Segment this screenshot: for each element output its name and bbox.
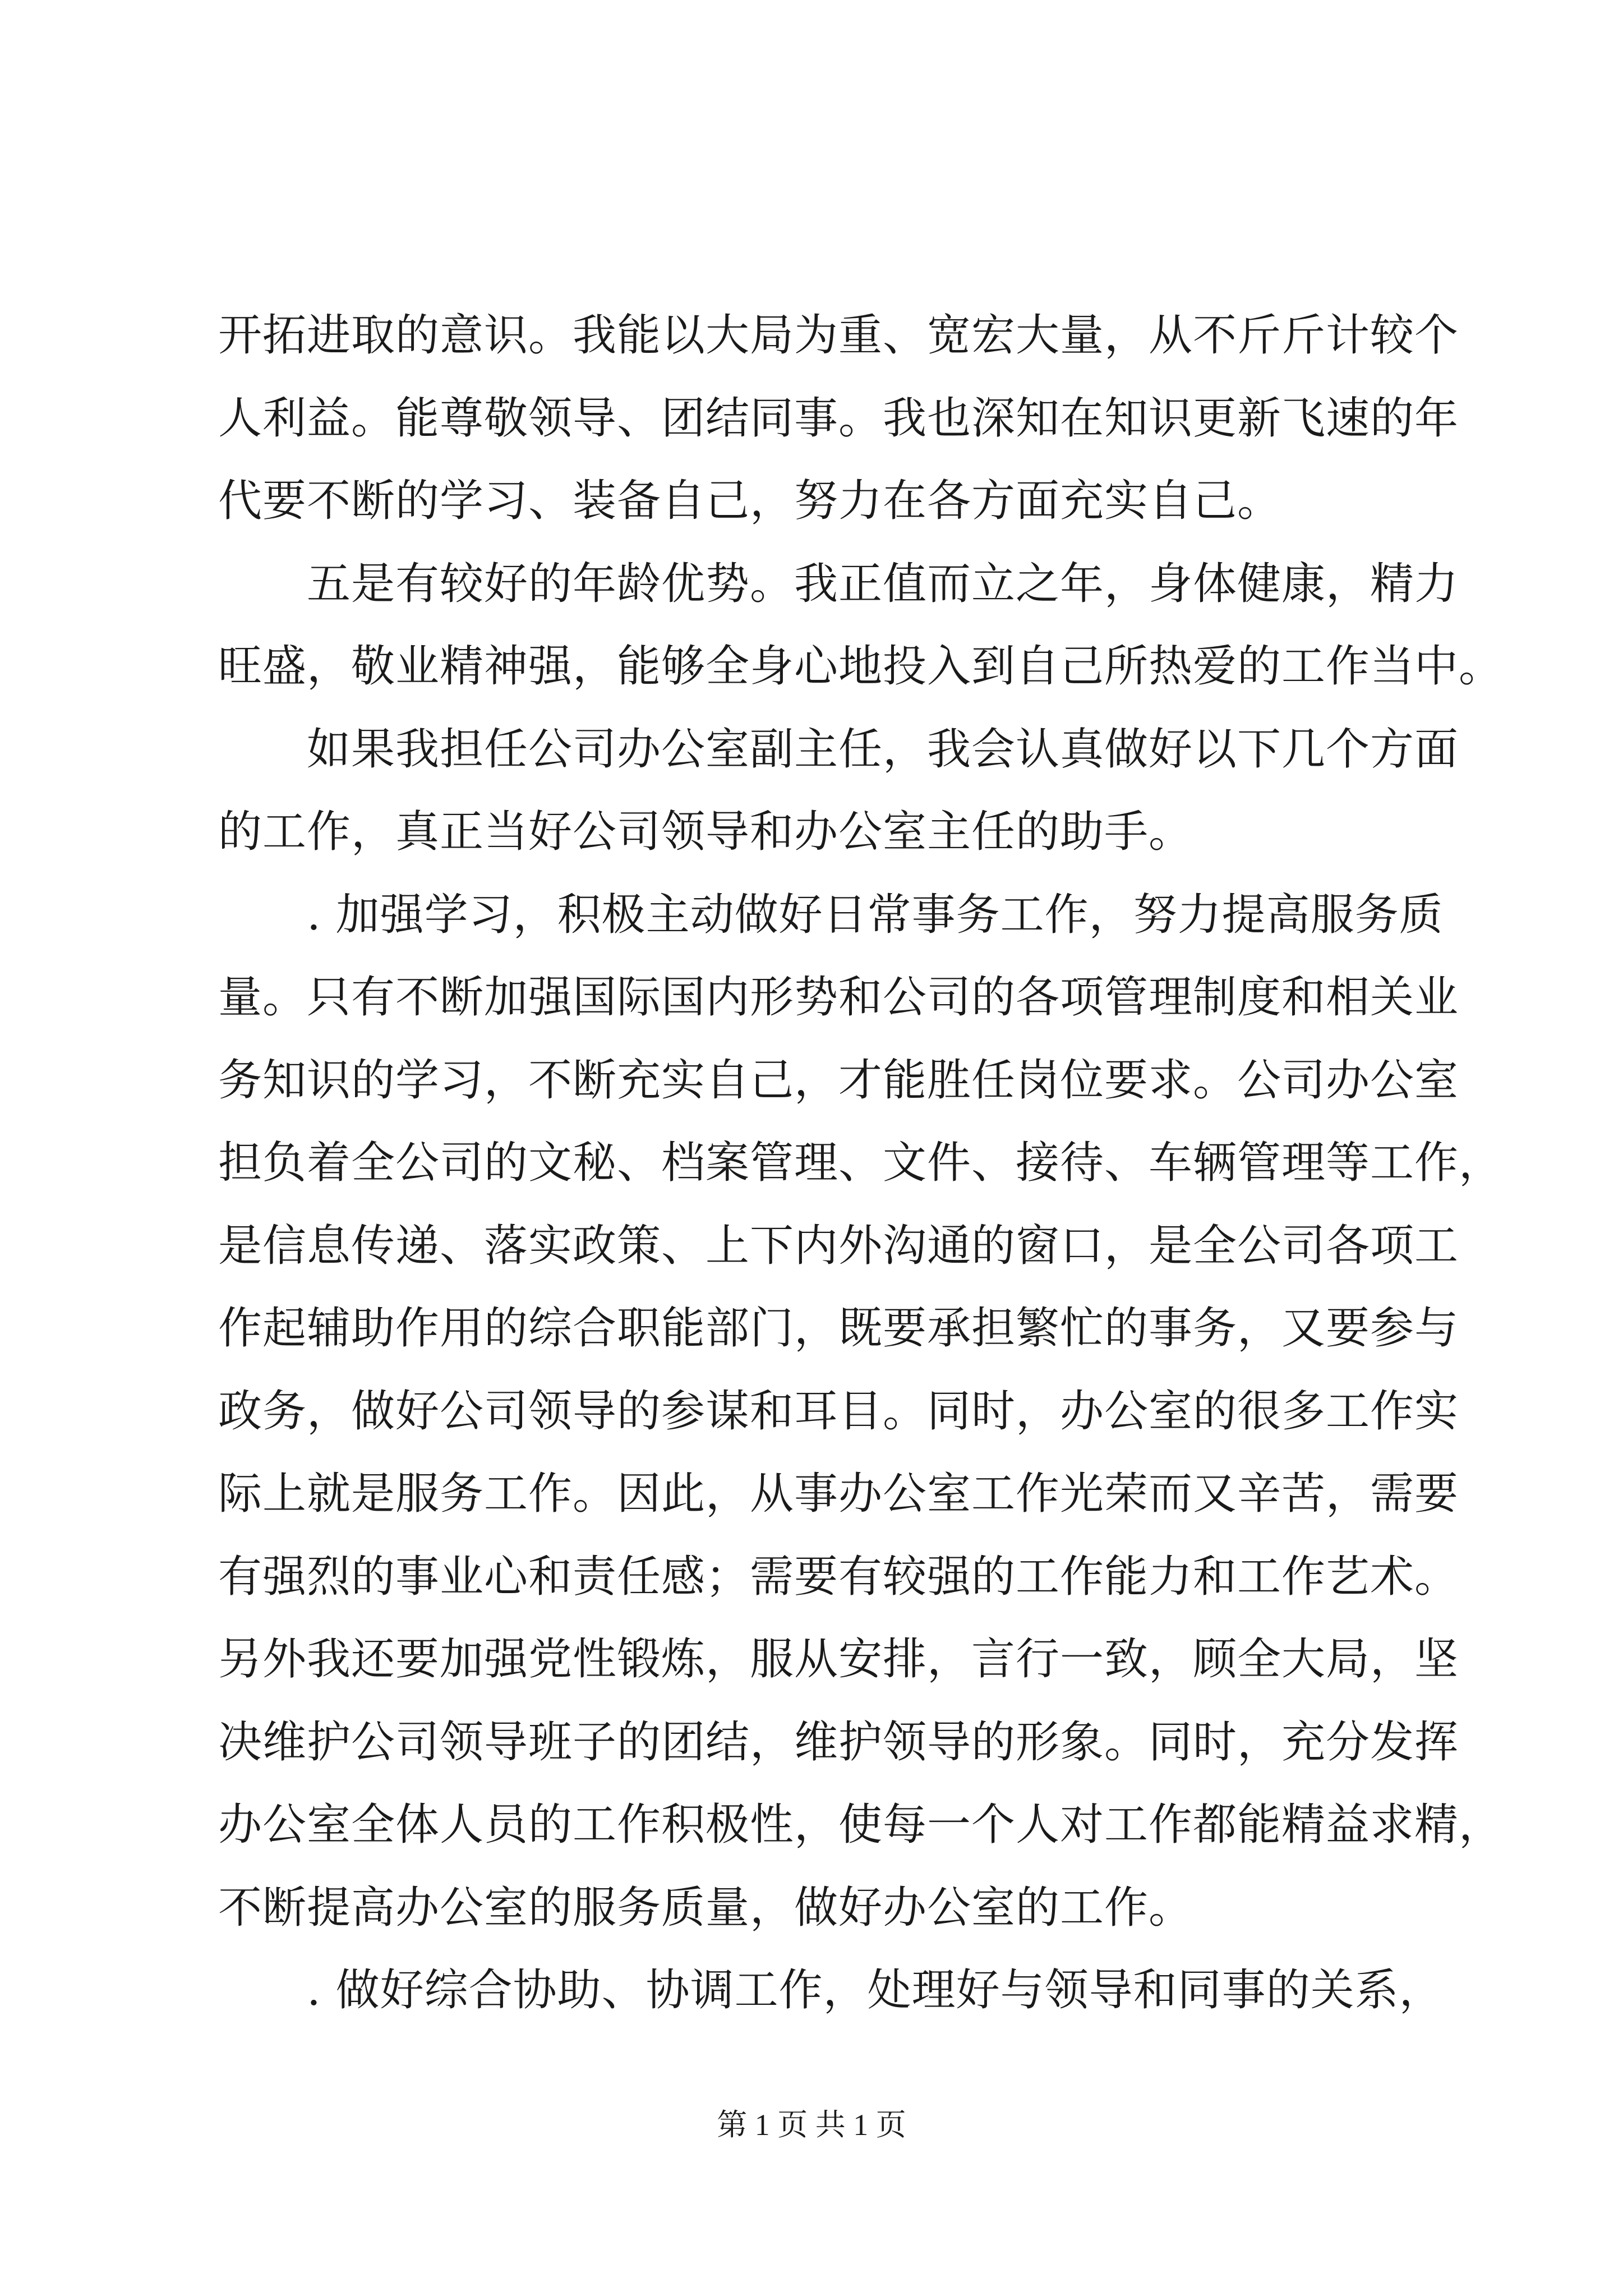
document-body (218, 295, 1504, 2032)
paragraph-first-line: . 加强学习，积极主动做好日常事务工作，努力提高服务质 (218, 889, 1444, 940)
text-line: 的工作，真正当好公司领导和办公室主任的助手。 (218, 807, 1193, 857)
text-line: 代要不断的学习、装备自己，努力在各方面充实自己。 (218, 476, 1282, 526)
text-line: 另外我还要加强党性锻炼，服从安排，言行一致，顾全大局，坚 (218, 1634, 1459, 1685)
paragraph-first-line: . 做好综合协助、协调工作，处理好与领导和同事的关系， (218, 1965, 1444, 2016)
text-line: 作起辅助作用的综合职能部门，既要承担繁忙的事务，又要参与 (218, 1303, 1459, 1354)
page-number-label: 第 1 页 共 1 页 (717, 2108, 906, 2142)
text-line: 务知识的学习，不断充实自己，才能胜任岗位要求。公司办公室 (218, 1055, 1459, 1106)
text-line: 人利益。能尊敬领导、团结同事。我也深知在知识更新飞速的年 (218, 393, 1459, 444)
text-line: 量。只有不断加强国际国内形势和公司的各项管理制度和相关业 (218, 972, 1459, 1023)
paragraph-first-line: 五是有较好的年龄优势。我正值而立之年，身体健康，精力 (218, 558, 1459, 609)
paragraph-first-line: 如果我担任公司办公室副主任，我会认真做好以下几个方面 (218, 724, 1459, 775)
text-line: 开拓进取的意识。我能以大局为重、宽宏大量，从不斤斤计较个 (218, 310, 1459, 361)
page-footer (0, 2101, 1623, 2144)
text-line: 际上就是服务工作。因此，从事办公室工作光荣而又辛苦，需要 (218, 1469, 1459, 1519)
text-line: 担负着全公司的文秘、档案管理、文件、接待、车辆管理等工作， (218, 1138, 1504, 1188)
text-line: 决维护公司领导班子的团结，维护领导的形象。同时，充分发挥 (218, 1717, 1459, 1768)
text-line: 有强烈的事业心和责任感；需要有较强的工作能力和工作艺术。 (218, 1551, 1459, 1602)
text-line: 办公室全体人员的工作积极性，使每一个人对工作都能精益求精， (218, 1800, 1504, 1850)
text-line: 不断提高办公室的服务质量，做好办公室的工作。 (218, 1882, 1193, 1933)
text-line: 是信息传递、落实政策、上下内外沟通的窗口，是全公司各项工 (218, 1220, 1459, 1271)
text-line: 政务，做好公司领导的参谋和耳目。同时，办公室的很多工作实 (218, 1386, 1459, 1437)
text-line: 旺盛，敬业精神强，能够全身心地投入到自己所热爱的工作当中。 (218, 641, 1504, 692)
